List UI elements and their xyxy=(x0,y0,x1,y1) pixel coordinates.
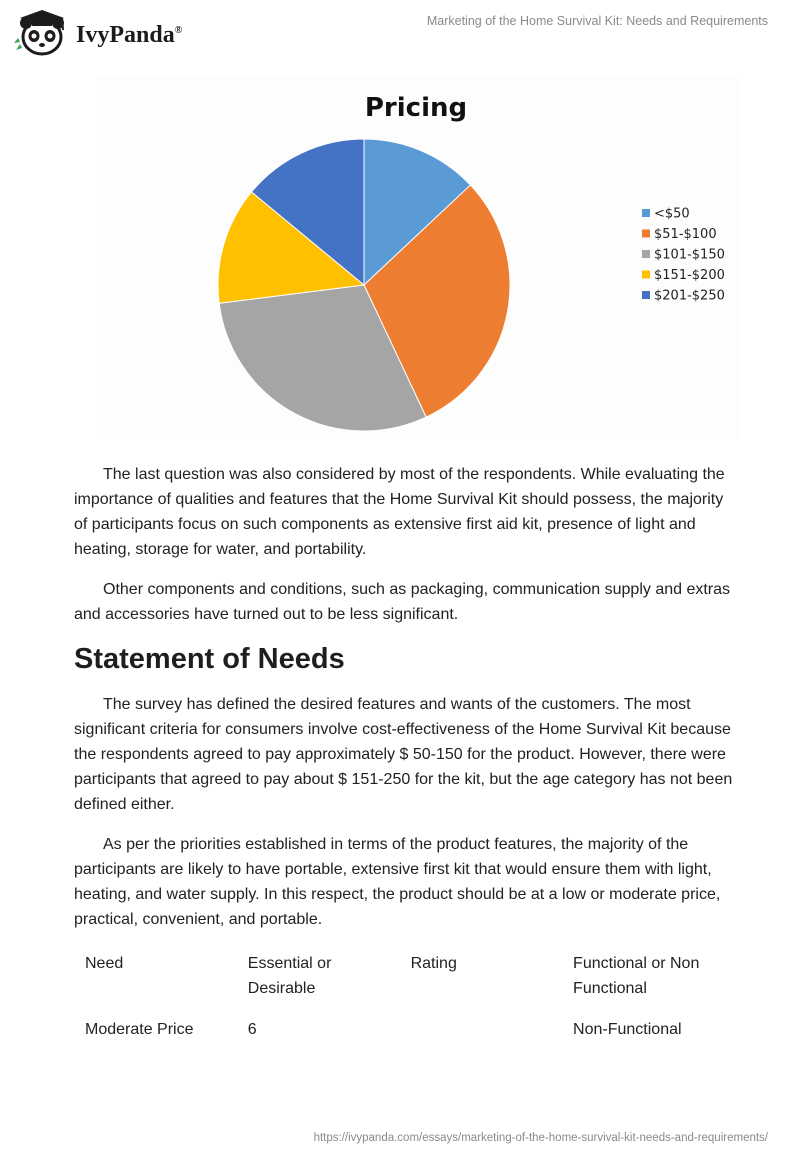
paragraph: The last question was also considered by most of the respondents. While evaluating the importance of qualities and features that the Home Survival Kit should possess, the majority of participants focus on such components as extensive first aid kit, presence of light and heating, storage for water, and portability. xyxy=(74,466,725,558)
legend-swatch xyxy=(642,271,650,279)
table-header-cell: Need xyxy=(85,955,124,972)
legend-swatch xyxy=(642,230,650,238)
legend-label: $101-$150 xyxy=(654,247,725,263)
table-row xyxy=(74,1013,724,1054)
legend-swatch xyxy=(642,291,650,299)
paragraph: As per the priorities established in terms of the product features, the majority of the participants are likely to have portable, extensive first kit that would ensure them with light, heating, and water supply. In this respect, the product should be at a low or moderate price, practical, convenient, and portable. xyxy=(74,836,721,928)
article-body xyxy=(74,462,734,1054)
table-cell: 6 xyxy=(247,1021,257,1038)
table-cell xyxy=(399,1013,561,1054)
legend-swatch xyxy=(642,209,650,217)
page-header xyxy=(0,0,800,70)
section-heading: Statement of Needs xyxy=(74,643,345,675)
table-header-cell: Rating xyxy=(410,955,457,972)
table-cell: Non-Functional xyxy=(573,1021,682,1038)
panda-logo-icon xyxy=(14,8,70,58)
legend-label: $201-$250 xyxy=(654,288,725,304)
needs-table xyxy=(74,947,724,1054)
table-header-cell: Functional or Non Functional xyxy=(573,955,700,997)
table-header-cell: Essential or Desirable xyxy=(247,955,332,997)
table-cell: Moderate Price xyxy=(85,1021,194,1038)
pie-slices xyxy=(218,139,510,431)
chart-title: Pricing xyxy=(364,93,468,123)
paragraph: Other components and conditions, such as packaging, communication supply and extras and accessories have turned out to be less significant. xyxy=(74,581,731,623)
logo[interactable] xyxy=(14,8,182,58)
table-header-row xyxy=(74,947,724,1013)
paragraph: The survey has defined the desired features and wants of the customers. The most significant criteria for consumers involve cost-effectiveness of the Home Survival Kit because the respondents agreed to pay approximately $ 50-150 for the product. However, there were participants that agreed to pay about $ 151-250 for the kit, but the age category has not been defined either. xyxy=(74,696,733,813)
logo-text: IvyPanda® xyxy=(76,21,183,48)
pricing-chart xyxy=(96,76,740,440)
document-title: Marketing of the Home Survival Kit: Needs and Requirements xyxy=(426,14,768,28)
legend-label: $51-$100 xyxy=(654,227,717,242)
pie-chart-svg xyxy=(96,76,740,440)
legend-swatch xyxy=(642,250,650,258)
legend-label: <$50 xyxy=(654,206,690,222)
legend-label: $151-$200 xyxy=(654,268,725,283)
source-url[interactable]: https://ivypanda.com/essays/marketing-of-the-home-survival-kit-needs-and-requirements/ xyxy=(313,1132,768,1144)
chart-legend xyxy=(642,207,725,304)
